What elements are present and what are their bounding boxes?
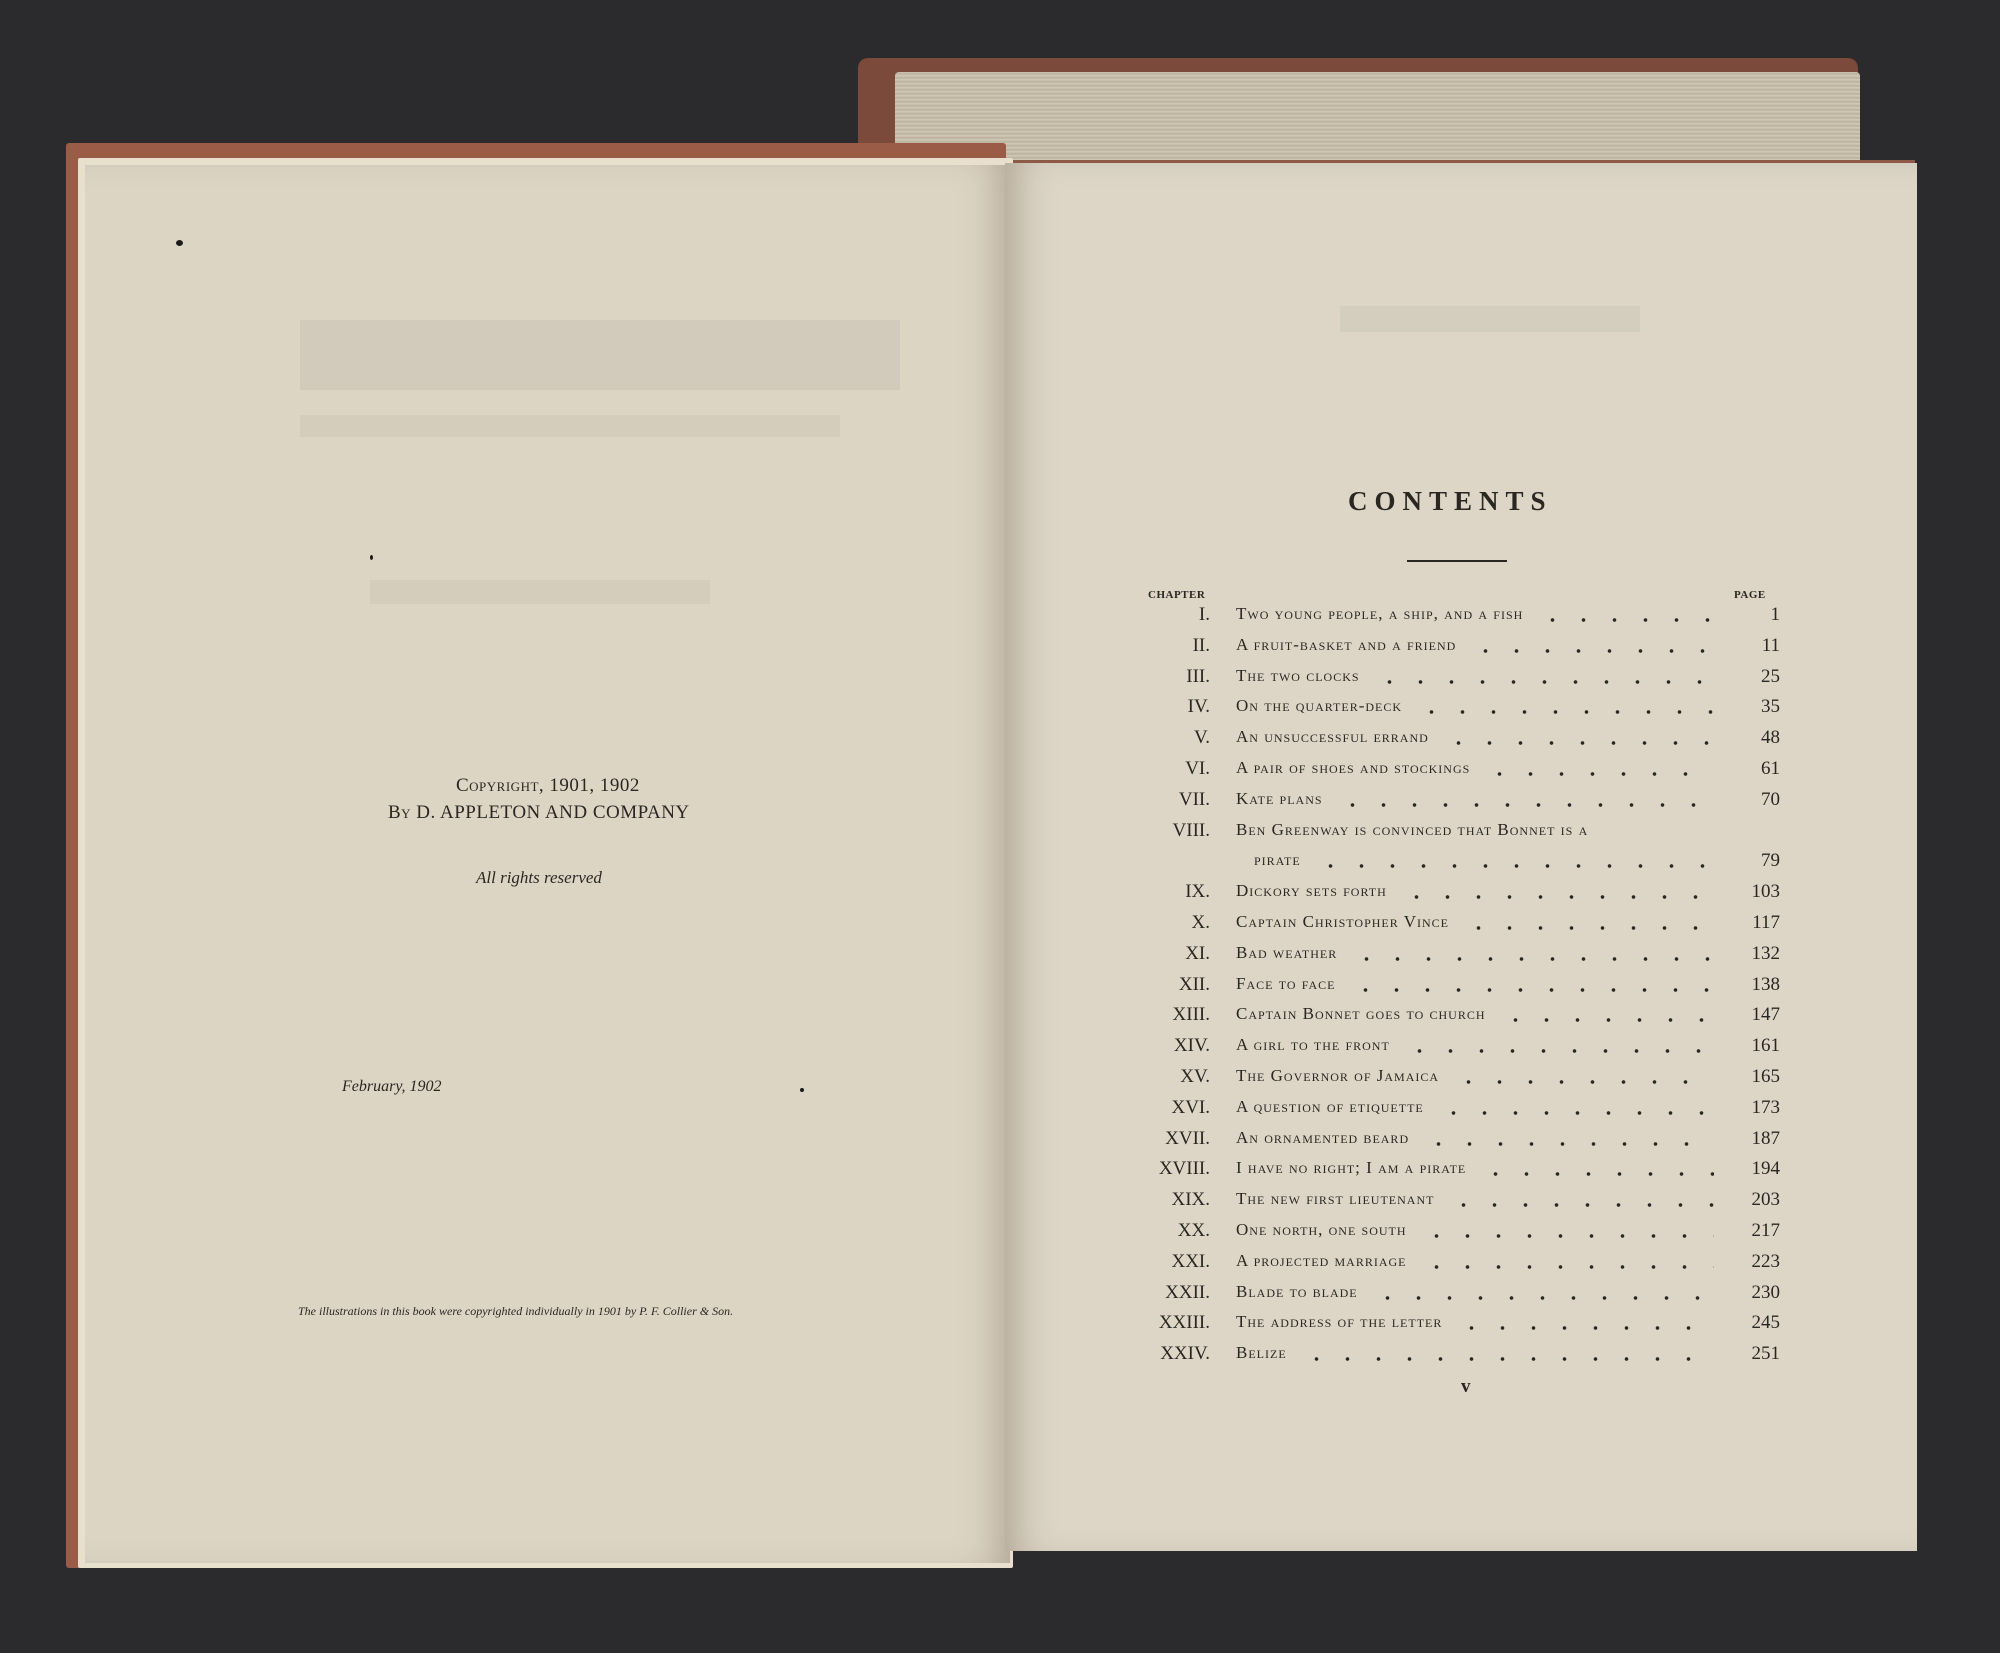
- toc-page-number: 251: [1751, 1343, 1780, 1364]
- toc-dot-leader: [1351, 957, 1714, 961]
- toc-dot-leader: [1421, 1265, 1714, 1269]
- toc-chapter-title: Belize: [1236, 1343, 1287, 1362]
- toc-chapter-number: VI.: [1185, 758, 1210, 779]
- toc-page-number: 61: [1761, 758, 1780, 779]
- toc-chapter-title: A fruit-basket and a friend: [1236, 635, 1457, 654]
- toc-dot-leader: [1480, 1172, 1714, 1176]
- toc-dot-leader: [1421, 1234, 1714, 1238]
- show-through-author: [370, 580, 710, 604]
- toc-row: [1120, 1035, 1780, 1063]
- toc-chapter-number: VIII.: [1172, 820, 1210, 841]
- toc-chapter-title: Face to face: [1236, 974, 1336, 993]
- paper-speck: [370, 555, 373, 560]
- toc-page-number: 117: [1752, 912, 1780, 933]
- publication-date: February, 1902: [342, 1078, 442, 1095]
- toc-chapter-number: IV.: [1187, 696, 1210, 717]
- toc-chapter-title: An ornamented beard: [1236, 1128, 1410, 1147]
- show-through-running-head: [1340, 306, 1640, 332]
- toc-chapter-title: A pair of shoes and stockings: [1236, 758, 1471, 777]
- toc-chapter-number: XXII.: [1165, 1282, 1210, 1303]
- toc-chapter-number: XXIV.: [1160, 1343, 1210, 1364]
- toc-chapter-title: The new first lieutenant: [1236, 1189, 1435, 1208]
- toc-chapter-number: XX.: [1177, 1220, 1210, 1241]
- toc-dot-leader: [1423, 1142, 1714, 1146]
- toc-page-number: 161: [1751, 1035, 1780, 1056]
- toc-row: [1120, 1004, 1780, 1032]
- toc-row: [1120, 943, 1780, 971]
- show-through-title: [300, 320, 900, 390]
- toc-page-number: 165: [1751, 1066, 1780, 1087]
- toc-chapter-number: XVII.: [1165, 1128, 1210, 1149]
- toc-row: [1120, 1128, 1780, 1156]
- toc-chapter-number: XIX.: [1171, 1189, 1210, 1210]
- publisher-line: By D. APPLETON AND COMPANY: [388, 802, 690, 823]
- toc-chapter-title: The two clocks: [1236, 666, 1360, 685]
- toc-row: [1120, 850, 1780, 878]
- toc-page-number: 173: [1751, 1097, 1780, 1118]
- toc-page-number: 223: [1751, 1251, 1780, 1272]
- toc-page-number: 1: [1770, 604, 1780, 625]
- toc-row: [1120, 1097, 1780, 1125]
- toc-dot-leader: [1448, 1203, 1714, 1207]
- chapter-column-label: CHAPTER: [1148, 589, 1206, 601]
- toc-dot-leader: [1484, 772, 1714, 776]
- toc-row: [1120, 696, 1780, 724]
- toc-page-number: 35: [1761, 696, 1780, 717]
- toc-chapter-title: The Governor of Jamaica: [1236, 1066, 1440, 1085]
- toc-dot-leader: [1315, 864, 1714, 868]
- toc-chapter-number: IX.: [1185, 881, 1210, 902]
- toc-chapter-title: Captain Bonnet goes to church: [1236, 1004, 1486, 1023]
- toc-dot-leader: [1372, 1296, 1714, 1300]
- toc-chapter-title: Ben Greenway is convinced that Bonnet is a: [1236, 820, 1589, 839]
- paper-speck: [176, 240, 183, 246]
- toc-dot-leader: [1301, 1357, 1714, 1361]
- toc-page-number: 70: [1761, 789, 1780, 810]
- toc-page-number: 217: [1751, 1220, 1780, 1241]
- show-through-subtitle: [300, 415, 840, 437]
- toc-row: [1120, 604, 1780, 632]
- toc-page-number: 245: [1751, 1312, 1780, 1333]
- toc-chapter-title: Captain Christopher Vince: [1236, 912, 1449, 931]
- rights-line: All rights reserved: [476, 868, 602, 887]
- toc-row: [1120, 1220, 1780, 1248]
- toc-page-number: 79: [1761, 850, 1780, 871]
- toc-chapter-title: Bad weather: [1236, 943, 1338, 962]
- toc-page-number: 147: [1751, 1004, 1780, 1025]
- toc-row: [1120, 789, 1780, 817]
- toc-dot-leader: [1438, 1111, 1714, 1115]
- toc-page-number: 230: [1751, 1282, 1780, 1303]
- toc-chapter-title: A projected marriage: [1236, 1251, 1407, 1270]
- toc-row: [1120, 881, 1780, 909]
- toc-dot-leader: [1463, 926, 1714, 930]
- page-block-edges: [895, 72, 1860, 170]
- toc-chapter-number: XV.: [1180, 1066, 1210, 1087]
- toc-row: [1120, 727, 1780, 755]
- toc-dot-leader: [1374, 680, 1714, 684]
- toc-page-number: 203: [1751, 1189, 1780, 1210]
- toc-chapter-title: One north, one south: [1236, 1220, 1407, 1239]
- toc-chapter-title: An unsuccessful errand: [1236, 727, 1429, 746]
- toc-chapter-number: V.: [1193, 727, 1210, 748]
- toc-chapter-number: XI.: [1185, 943, 1210, 964]
- toc-chapter-title: A girl to the front: [1236, 1035, 1390, 1054]
- toc-chapter-number: XIV.: [1173, 1035, 1210, 1056]
- toc-chapter-number: X.: [1191, 912, 1210, 933]
- toc-dot-leader: [1337, 803, 1714, 807]
- toc-dot-leader: [1537, 618, 1714, 622]
- toc-page-number: 132: [1751, 943, 1780, 964]
- toc-row: [1120, 758, 1780, 786]
- toc-dot-leader: [1401, 895, 1714, 899]
- toc-chapter-title: I have no right; I am a pirate: [1236, 1158, 1467, 1177]
- toc-dot-leader: [1456, 1326, 1714, 1330]
- toc-row: [1120, 912, 1780, 940]
- page-column-label: PAGE: [1734, 589, 1766, 601]
- toc-chapter-title: Blade to blade: [1236, 1282, 1358, 1301]
- toc-row: [1120, 1251, 1780, 1279]
- toc-chapter-number: XVIII.: [1158, 1158, 1210, 1179]
- toc-row: [1120, 1282, 1780, 1310]
- toc-dot-leader: [1404, 1049, 1714, 1053]
- toc-chapter-title: The address of the letter: [1236, 1312, 1443, 1331]
- contents-heading: CONTENTS: [1348, 486, 1553, 516]
- toc-chapter-number: XVI.: [1171, 1097, 1210, 1118]
- toc-dot-leader: [1350, 988, 1714, 992]
- toc-row: [1120, 820, 1780, 848]
- toc-dot-leader: [1416, 710, 1714, 714]
- toc-page-number: 138: [1751, 974, 1780, 995]
- toc-page-number: 25: [1761, 666, 1780, 687]
- toc-page-number: 48: [1761, 727, 1780, 748]
- toc-chapter-number: VII.: [1178, 789, 1210, 810]
- toc-chapter-title: On the quarter-deck: [1236, 696, 1403, 715]
- toc-chapter-title-continued: pirate: [1254, 850, 1301, 869]
- toc-row: [1120, 1312, 1780, 1340]
- toc-chapter-title: Dickory sets forth: [1236, 881, 1387, 900]
- toc-chapter-number: XII.: [1178, 974, 1210, 995]
- toc-chapter-number: XIII.: [1172, 1004, 1210, 1025]
- toc-chapter-number: III.: [1186, 666, 1210, 687]
- toc-dot-leader: [1500, 1018, 1714, 1022]
- illustrations-note: The illustrations in this book were copyrighted individually in 1901 by P. F. Collier & Son.: [298, 1304, 734, 1318]
- toc-chapter-number: XXI.: [1171, 1251, 1210, 1272]
- toc-row: [1120, 974, 1780, 1002]
- toc-row: [1120, 1189, 1780, 1217]
- toc-chapter-title: Two young people, a ship, and a fish: [1236, 604, 1524, 623]
- toc-row: [1120, 666, 1780, 694]
- toc-row: [1120, 1343, 1780, 1371]
- toc-page-number: 187: [1751, 1128, 1780, 1149]
- contents-rule: [1407, 560, 1507, 562]
- toc-page-number: 103: [1751, 881, 1780, 902]
- toc-chapter-number: I.: [1198, 604, 1210, 625]
- toc-dot-leader: [1470, 649, 1714, 653]
- toc-dot-leader: [1443, 741, 1714, 745]
- toc-dot-leader: [1453, 1080, 1714, 1084]
- copyright-line: Copyright, 1901, 1902: [456, 775, 640, 796]
- toc-page-number: 11: [1761, 635, 1780, 656]
- toc-chapter-title: Kate plans: [1236, 789, 1323, 808]
- toc-row: [1120, 1158, 1780, 1186]
- paper-speck: [800, 1088, 804, 1092]
- toc-page-number: 194: [1751, 1158, 1780, 1179]
- toc-chapter-number: XXIII.: [1158, 1312, 1210, 1333]
- toc-chapter-title: A question of etiquette: [1236, 1097, 1424, 1116]
- toc-row: [1120, 1066, 1780, 1094]
- toc-chapter-number: II.: [1192, 635, 1210, 656]
- toc-row: [1120, 635, 1780, 663]
- page-folio: v: [1461, 1376, 1471, 1397]
